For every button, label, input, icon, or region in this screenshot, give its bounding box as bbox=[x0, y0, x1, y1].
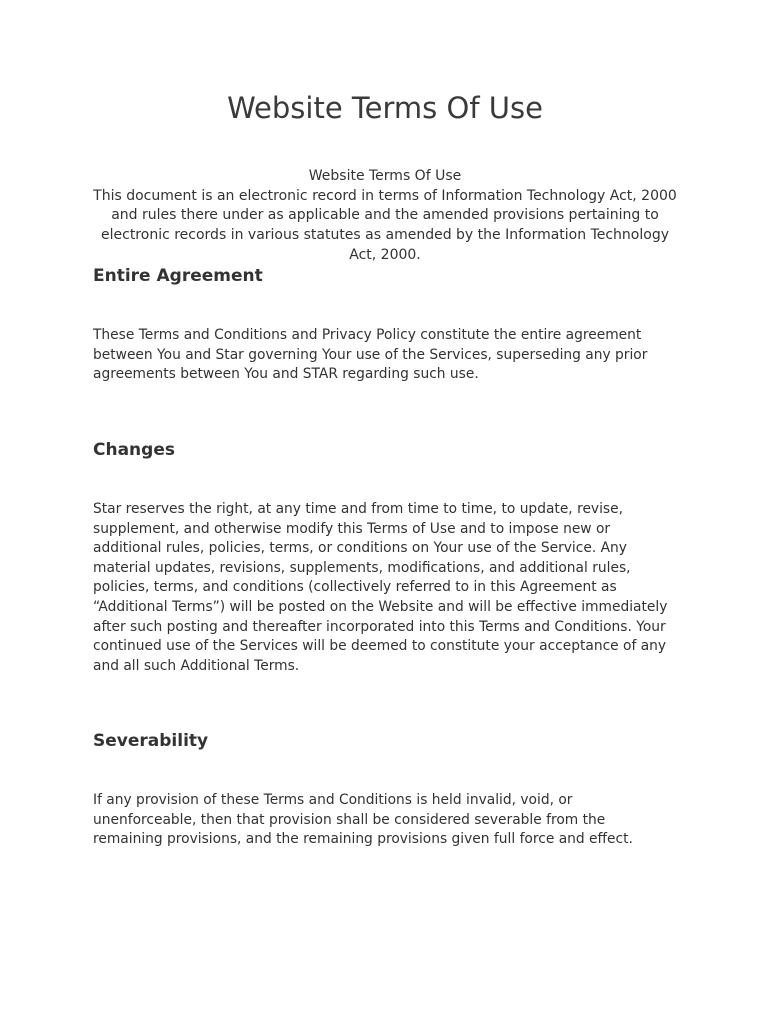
section-body-entire-agreement: These Terms and Conditions and Privacy Policy constitute the entire agreement between You and Star governing Your use of the Services, superseding any prior agreements between You and STAR regarding such use. bbox=[93, 327, 648, 383]
section-heading-changes: Changes bbox=[93, 440, 175, 460]
intro-text: This document is an electronic record in terms of Information Technology Act, 2000 and rules there under as applicable and the amended provisions pertaining to electronic records in various statutes as amended by the Information Technology Act, 2000. bbox=[93, 187, 677, 263]
intro-block bbox=[88, 167, 682, 266]
section-heading-severability: Severability bbox=[93, 731, 209, 751]
page-title: Website Terms Of Use bbox=[227, 91, 543, 125]
intro-subtitle: Website Terms Of Use bbox=[308, 168, 462, 184]
section-heading-entire-agreement: Entire Agreement bbox=[93, 266, 263, 286]
section-body-changes: Star reserves the right, at any time and from time to time, to update, revise, supplement, and otherwise modify this Terms of Use and to impose new or additional rules, policies, terms, or conditions on Your use of the Service. Any material updates, revisions, supplements, modifications, and additional rules, policies, terms, and conditions (collectively referred to in this Agreement as “Additional Terms”) will be posted on the Website and will be effective immediately after such posting and thereafter incorporated into this Terms and Conditions. Your continued use of the Services will be deemed to constitute your acceptance of any and all such Additional Terms. bbox=[93, 501, 668, 674]
section-body-severability: If any provision of these Terms and Conditions is held invalid, void, or unenforceable, then that provision shall be considered severable from the remaining provisions, and the remaining provisions given full force and effect. bbox=[93, 792, 633, 848]
